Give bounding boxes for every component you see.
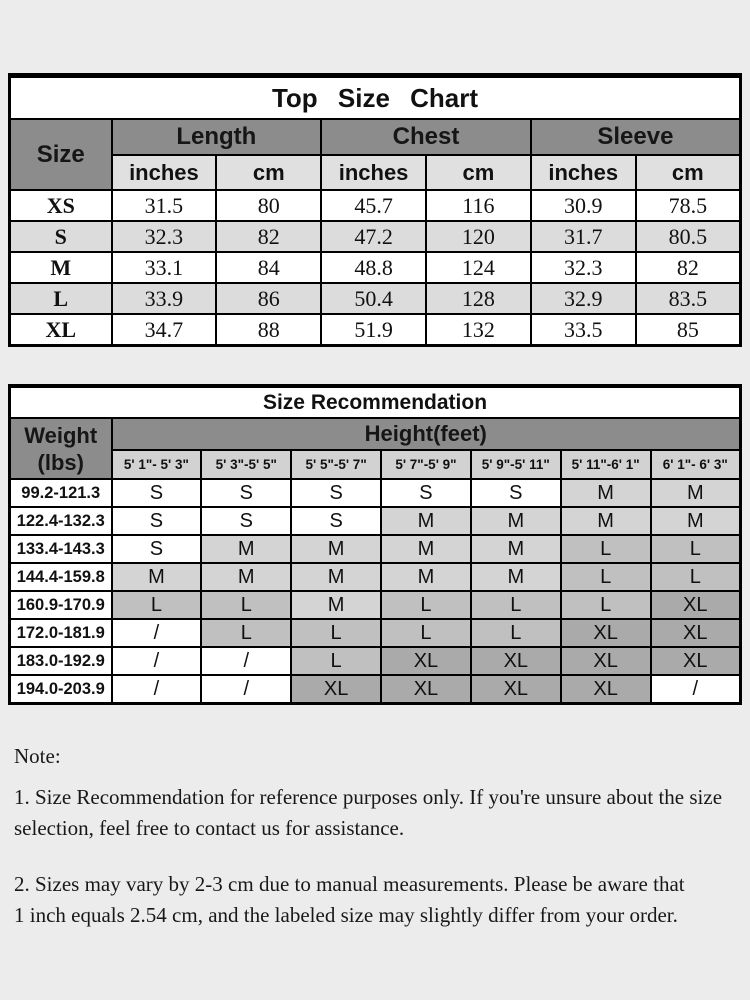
recommended-size-cell: / — [651, 675, 741, 704]
recommended-size-cell: M — [381, 535, 471, 563]
measurement-cell: 78.5 — [636, 190, 741, 221]
measurement-cell: 88 — [216, 314, 321, 346]
measurement-cell: 33.5 — [531, 314, 636, 346]
note-line: selection, feel free to contact us for assistance. — [14, 816, 405, 840]
measurement-cell: 31.5 — [112, 190, 217, 221]
recommended-size-cell: XL — [561, 675, 651, 704]
table-row — [10, 507, 741, 535]
unit-header: cm — [426, 155, 531, 190]
table-row — [10, 283, 741, 314]
measurement-cell: 51.9 — [321, 314, 426, 346]
height-range-header: 5' 1"- 5' 3" — [112, 450, 202, 479]
measurement-cell: 132 — [426, 314, 531, 346]
weight-range-label: 144.4-159.8 — [10, 563, 112, 591]
table-row — [10, 252, 741, 283]
recommended-size-cell: S — [201, 479, 291, 507]
height-range-header: 5' 7"-5' 9" — [381, 450, 471, 479]
recommended-size-cell: M — [112, 563, 202, 591]
recommended-size-cell: S — [291, 507, 381, 535]
measurement-cell: 34.7 — [112, 314, 217, 346]
note-item-2 — [14, 869, 738, 931]
recommended-size-cell: XL — [561, 619, 651, 647]
recommended-size-cell: M — [381, 507, 471, 535]
size-label: XL — [10, 314, 112, 346]
recommended-size-cell: L — [381, 619, 471, 647]
weight-range-label: 183.0-192.9 — [10, 647, 112, 675]
recommended-size-cell: XL — [381, 675, 471, 704]
table-row — [10, 479, 741, 507]
recommended-size-cell: L — [471, 619, 561, 647]
recommended-size-cell: L — [201, 591, 291, 619]
recommended-size-cell: S — [381, 479, 471, 507]
unit-header: inches — [321, 155, 426, 190]
recommended-size-cell: L — [201, 619, 291, 647]
measurement-cell: 120 — [426, 221, 531, 252]
measurement-cell: 47.2 — [321, 221, 426, 252]
recommended-size-cell: M — [201, 563, 291, 591]
measurement-cell: 86 — [216, 283, 321, 314]
size-label: XS — [10, 190, 112, 221]
recommended-size-cell: XL — [651, 647, 741, 675]
table-row — [10, 619, 741, 647]
weight-range-label: 99.2-121.3 — [10, 479, 112, 507]
recommended-size-cell: / — [201, 647, 291, 675]
weight-range-label: 172.0-181.9 — [10, 619, 112, 647]
height-range-header: 6' 1"- 6' 3" — [651, 450, 741, 479]
recommended-size-cell: S — [112, 479, 202, 507]
size-label: S — [10, 221, 112, 252]
recommended-size-cell: L — [651, 563, 741, 591]
note-line: 1 inch equals 2.54 cm, and the labeled size may slightly differ from your order. — [14, 903, 678, 927]
measurement-cell: 50.4 — [321, 283, 426, 314]
measurement-cell: 116 — [426, 190, 531, 221]
measurement-cell: 32.3 — [112, 221, 217, 252]
note-line: 2. Sizes may vary by 2-3 cm due to manual measurements. Please be aware that — [14, 872, 685, 896]
recommended-size-cell: XL — [651, 591, 741, 619]
size-recommendation-title-row — [10, 386, 741, 418]
table-row — [10, 535, 741, 563]
top-size-chart-unit-header-row — [10, 155, 741, 190]
weight-range-label: 160.9-170.9 — [10, 591, 112, 619]
size-recommendation-body — [10, 479, 741, 704]
measurement-cell: 124 — [426, 252, 531, 283]
weight-range-label: 194.0-203.9 — [10, 675, 112, 704]
height-range-header: 5' 5"-5' 7" — [291, 450, 381, 479]
measurement-cell: 83.5 — [636, 283, 741, 314]
height-range-header: 5' 9"-5' 11" — [471, 450, 561, 479]
size-recommendation-table — [8, 384, 742, 705]
height-range-header: 5' 11"-6' 1" — [561, 450, 651, 479]
recommended-size-cell: L — [651, 535, 741, 563]
measurement-cell: 33.9 — [112, 283, 217, 314]
recommended-size-cell: M — [561, 507, 651, 535]
recommended-size-cell: S — [112, 507, 202, 535]
measurement-cell: 82 — [216, 221, 321, 252]
sleeve-group-header: Sleeve — [531, 119, 741, 155]
weight-header-line1: Weight — [24, 422, 98, 448]
measurement-cell: 80 — [216, 190, 321, 221]
note-item-1 — [14, 782, 738, 844]
recommended-size-cell: L — [561, 591, 651, 619]
recommended-size-cell: M — [291, 591, 381, 619]
recommended-size-cell: L — [291, 647, 381, 675]
size-recommendation-main-header-row — [10, 418, 741, 450]
top-size-chart-body — [10, 190, 741, 346]
measurement-cell: 45.7 — [321, 190, 426, 221]
recommended-size-cell: M — [471, 563, 561, 591]
table-row — [10, 591, 741, 619]
recommended-size-cell: XL — [471, 647, 561, 675]
recommended-size-cell: L — [381, 591, 471, 619]
recommended-size-cell: / — [112, 619, 202, 647]
measurement-cell: 82 — [636, 252, 741, 283]
recommended-size-cell: L — [561, 535, 651, 563]
measurement-cell: 48.8 — [321, 252, 426, 283]
recommended-size-cell: / — [112, 647, 202, 675]
weight-column-header — [10, 418, 112, 479]
recommended-size-cell: XL — [651, 619, 741, 647]
recommended-size-cell: M — [561, 479, 651, 507]
recommended-size-cell: M — [651, 507, 741, 535]
table-row — [10, 675, 741, 704]
weight-range-label: 133.4-143.3 — [10, 535, 112, 563]
unit-header: cm — [636, 155, 741, 190]
measurement-cell: 32.9 — [531, 283, 636, 314]
measurement-cell: 84 — [216, 252, 321, 283]
top-size-chart-title: Top Size Chart — [10, 76, 741, 120]
measurement-cell: 31.7 — [531, 221, 636, 252]
top-size-chart-title-row — [10, 76, 741, 120]
recommended-size-cell: M — [471, 507, 561, 535]
measurement-cell: 32.3 — [531, 252, 636, 283]
recommended-size-cell: XL — [291, 675, 381, 704]
measurement-cell: 30.9 — [531, 190, 636, 221]
recommended-size-cell: M — [471, 535, 561, 563]
recommended-size-cell: M — [651, 479, 741, 507]
measurement-cell: 33.1 — [112, 252, 217, 283]
notes-section — [14, 741, 738, 956]
top-size-chart-table — [8, 73, 742, 347]
measurement-cell: 80.5 — [636, 221, 741, 252]
size-label: L — [10, 283, 112, 314]
recommended-size-cell: L — [112, 591, 202, 619]
size-label: M — [10, 252, 112, 283]
note-line: 1. Size Recommendation for reference purposes only. If you're unsure about the size — [14, 785, 723, 809]
weight-range-label: 122.4-132.3 — [10, 507, 112, 535]
recommended-size-cell: XL — [381, 647, 471, 675]
size-recommendation-title: Size Recommendation — [10, 386, 741, 418]
table-row — [10, 563, 741, 591]
recommended-size-cell: M — [291, 563, 381, 591]
notes-title: Note: — [14, 744, 61, 768]
recommended-size-cell: S — [291, 479, 381, 507]
recommended-size-cell: M — [291, 535, 381, 563]
top-size-chart-group-header-row — [10, 119, 741, 155]
measurement-cell: 128 — [426, 283, 531, 314]
table-row — [10, 190, 741, 221]
recommended-size-cell: S — [112, 535, 202, 563]
recommended-size-cell: S — [471, 479, 561, 507]
height-group-header: Height(feet) — [112, 418, 741, 450]
chest-group-header: Chest — [321, 119, 531, 155]
recommended-size-cell: L — [471, 591, 561, 619]
weight-header-line2: (lbs) — [37, 449, 84, 475]
height-range-header: 5' 3"-5' 5" — [201, 450, 291, 479]
recommended-size-cell: XL — [561, 647, 651, 675]
unit-header: cm — [216, 155, 321, 190]
recommended-size-cell: / — [112, 675, 202, 704]
recommended-size-cell: L — [291, 619, 381, 647]
recommended-size-cell: M — [201, 535, 291, 563]
recommended-size-cell: L — [561, 563, 651, 591]
length-group-header: Length — [112, 119, 322, 155]
recommended-size-cell: / — [201, 675, 291, 704]
table-row — [10, 221, 741, 252]
size-column-header: Size — [10, 119, 112, 190]
height-range-header-row — [10, 450, 741, 479]
measurement-cell: 85 — [636, 314, 741, 346]
recommended-size-cell: XL — [471, 675, 561, 704]
unit-header: inches — [112, 155, 217, 190]
recommended-size-cell: S — [201, 507, 291, 535]
table-row — [10, 647, 741, 675]
recommended-size-cell: M — [381, 563, 471, 591]
unit-header: inches — [531, 155, 636, 190]
table-row — [10, 314, 741, 346]
